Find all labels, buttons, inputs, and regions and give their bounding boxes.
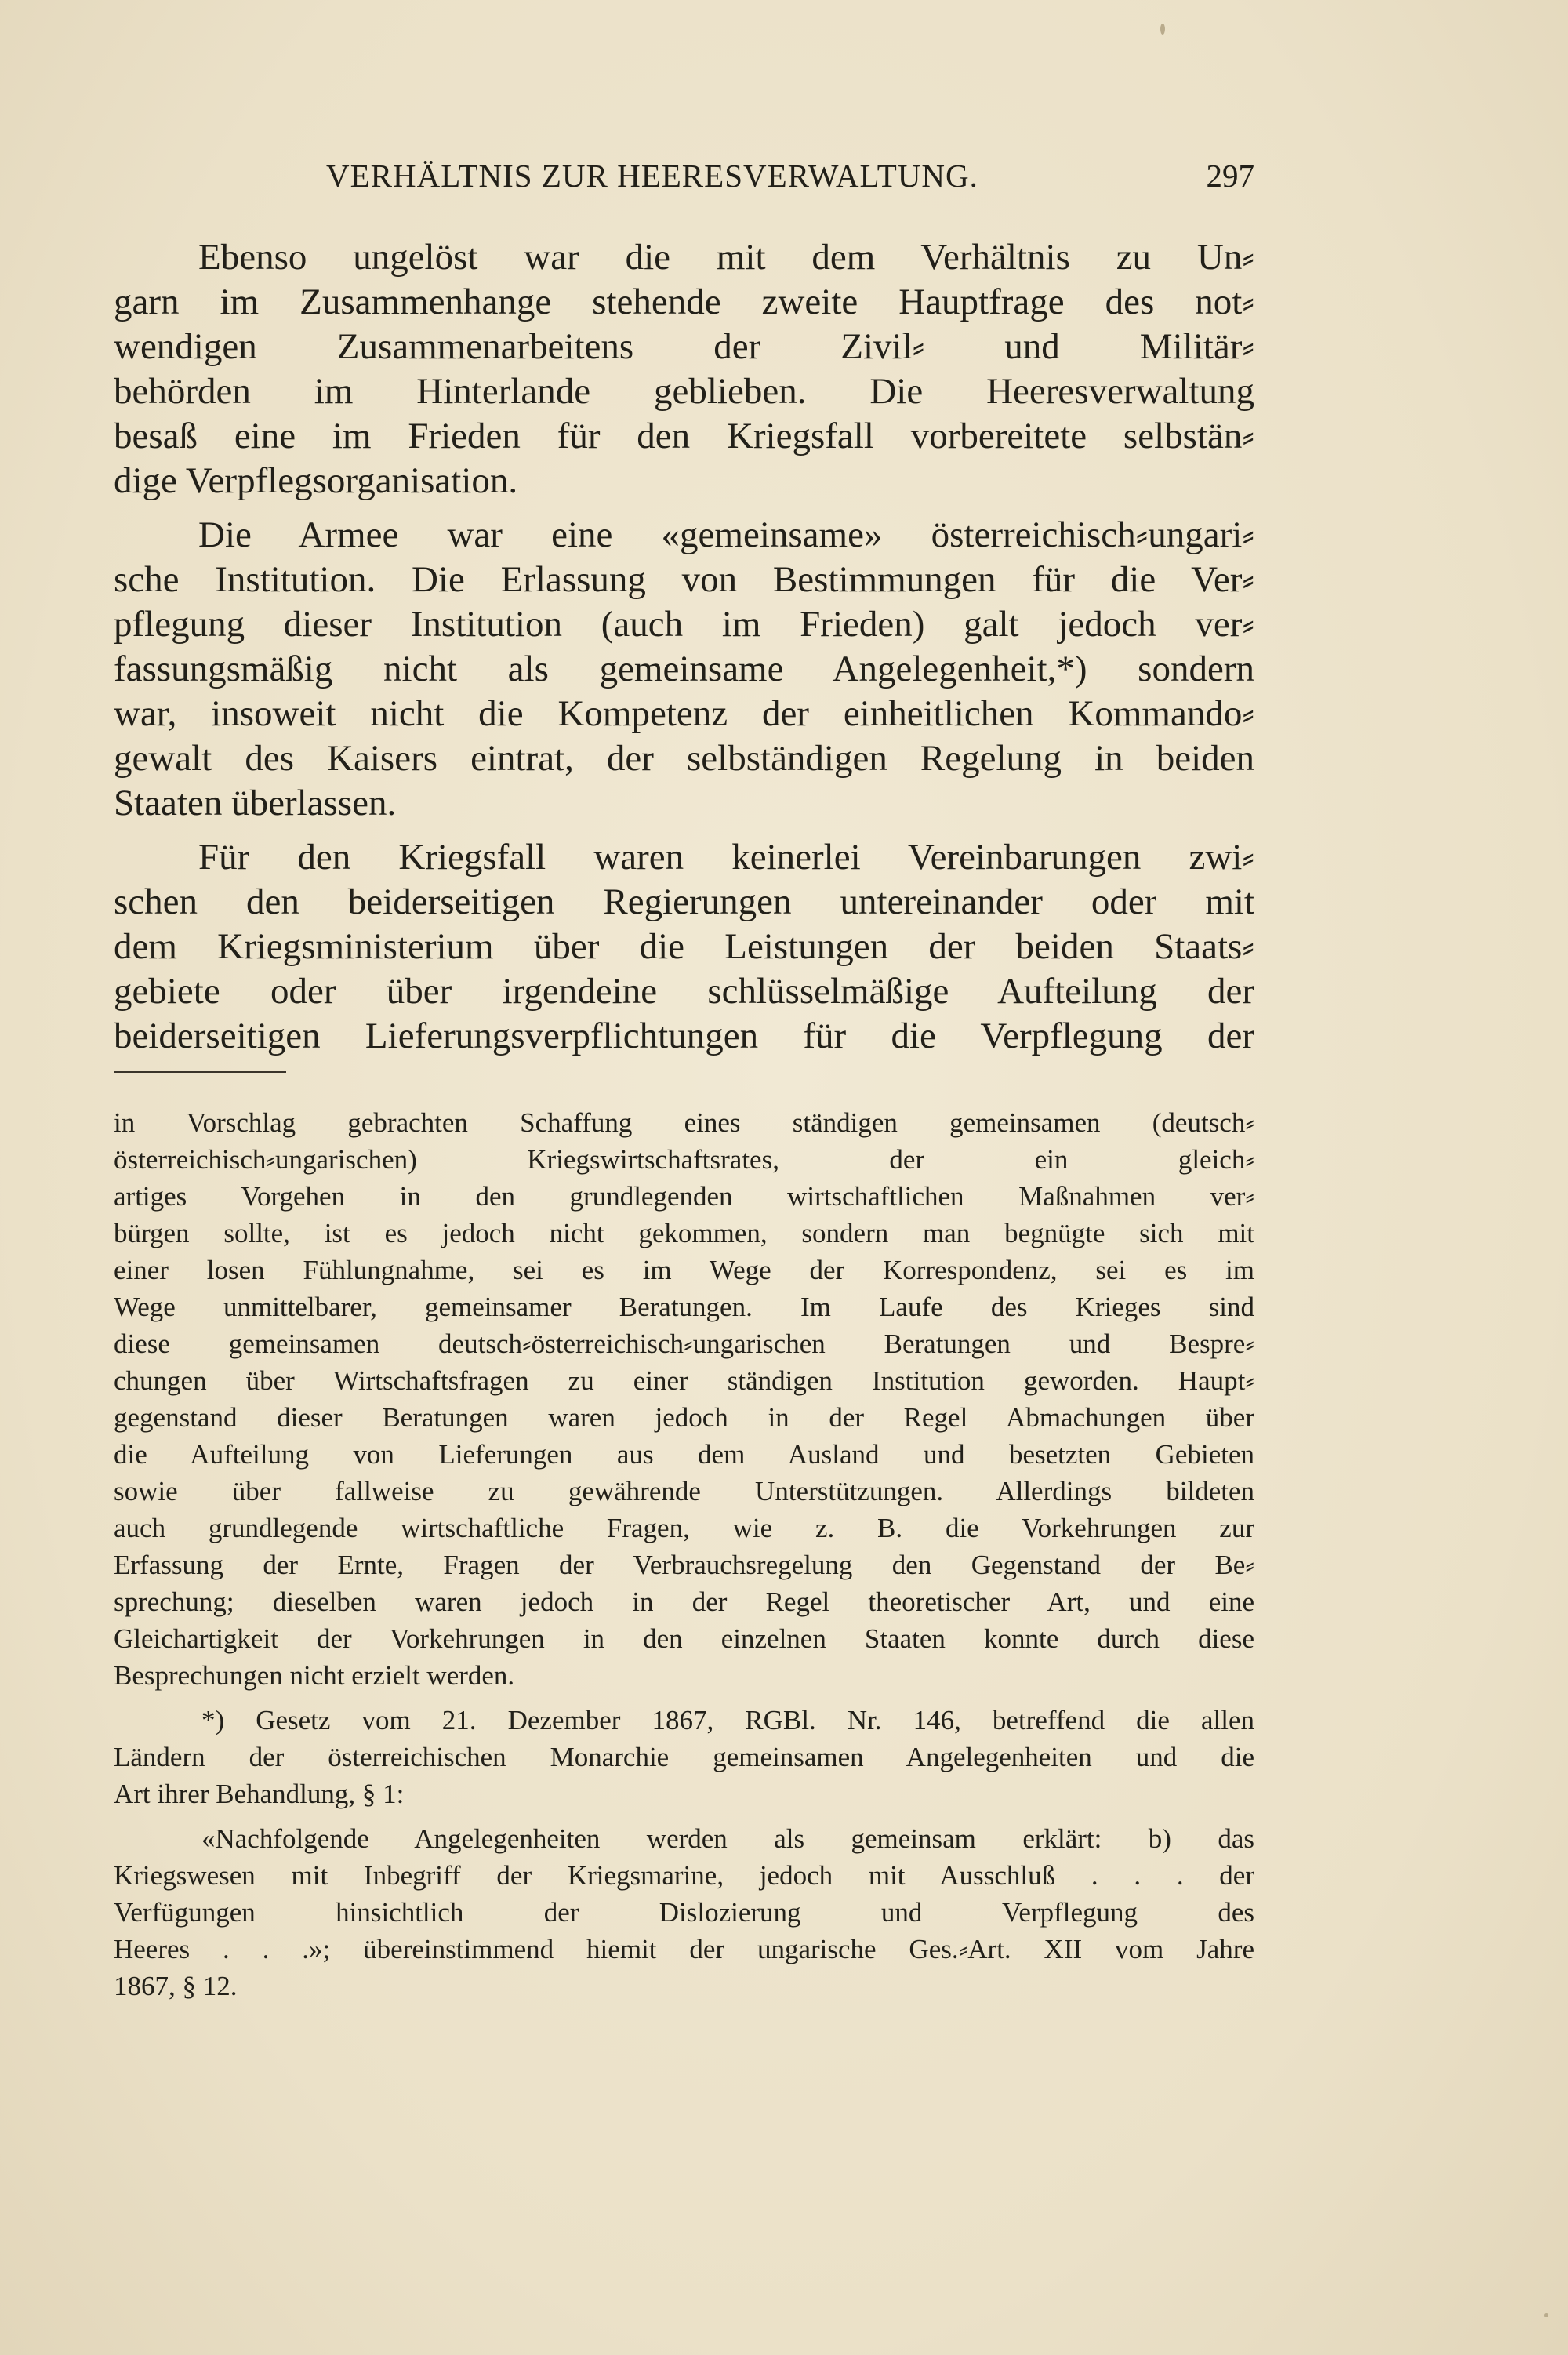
- footnote-line: Gleichartigkeit der Vorkehrungen in den einzelnen Staaten konnte durch diese: [114, 1623, 1254, 1654]
- paper-speck: [1160, 24, 1165, 35]
- text-line: sche Institution. Die Erlassung von Bestimmungen für die Ver⸗: [114, 559, 1254, 600]
- footnote-quote: [114, 1820, 1254, 2004]
- text-line: Staaten überlassen.: [114, 783, 397, 823]
- footnotes: [114, 1104, 1254, 2004]
- text-line: besaß eine im Frieden für den Kriegsfall vorbereitete selbstän⸗: [114, 416, 1254, 456]
- footnote-line: sowie über fallweise zu gewährende Unterstützungen. Allerdings bildeten: [114, 1476, 1254, 1506]
- main-text: [114, 235, 1254, 1059]
- text-line: dige Verpflegsorganisation.: [114, 460, 518, 501]
- footnote-line: chungen über Wirtschaftsfragen zu einer ständigen Institution geworden. Haupt⸗: [114, 1365, 1254, 1396]
- text-line: pflegung dieser Institution (auch im Frieden) galt jedoch ver⸗: [114, 604, 1254, 645]
- footnote-line: Art ihrer Behandlung, § 1:: [114, 1779, 405, 1809]
- text-line: garn im Zusammenhange stehende zweite Hauptfrage des not⸗: [114, 282, 1254, 322]
- footnote-continued: [114, 1104, 1254, 1694]
- text-line: Ebenso ungelöst war die mit dem Verhältnis zu Un⸗: [198, 237, 1254, 278]
- footnote-separator: [114, 1071, 286, 1073]
- footnote-line: «Nachfolgende Angelegenheiten werden als gemeinsam erklärt: b) das: [201, 1823, 1254, 1854]
- text-line: dem Kriegsministerium über die Leistungen der beiden Staats⸗: [114, 926, 1254, 967]
- footnote-line: Verfügungen hinsichtlich der Dislozierung und Verpflegung des: [114, 1897, 1254, 1928]
- footnote-line: diese gemeinsamen deutsch⸗österreichisch⸗ungarischen Beratungen und Bespre⸗: [114, 1328, 1254, 1359]
- running-title: VERHÄLTNIS ZUR HEERESVERWALTUNG.: [326, 158, 978, 194]
- text-line: wendigen Zusammenarbeitens der Zivil⸗ und Militär⸗: [114, 326, 1254, 367]
- text-line: gewalt des Kaisers eintrat, der selbständigen Regelung in beiden: [114, 738, 1254, 779]
- footnote-line: Wege unmittelbarer, gemeinsamer Beratungen. Im Laufe des Krieges sind: [114, 1292, 1254, 1322]
- text-line: Für den Kriegsfall waren keinerlei Vereinbarungen zwi⸗: [198, 837, 1254, 878]
- footnote-line: auch grundlegende wirtschaftliche Fragen, wie z. B. die Vorkehrungen zur: [114, 1513, 1254, 1543]
- text-line: schen den beiderseitigen Regierungen untereinander oder mit: [114, 881, 1254, 922]
- text-line: behörden im Hinterlande geblieben. Die Heeresverwaltung: [114, 371, 1254, 412]
- footnote-line: Heeres . . .»; übereinstimmend hiemit der ungarische Ges.⸗Art. XII vom Jahre: [114, 1934, 1254, 1964]
- footnote-line: 1867, § 12.: [114, 1971, 238, 2001]
- footnote-line: einer losen Fühlungnahme, sei es im Wege der Korrespondenz, sei es im: [114, 1255, 1254, 1285]
- footnote-line: österreichisch⸗ungarischen) Kriegswirtschaftsrates, der ein gleich⸗: [114, 1144, 1254, 1175]
- footnote-line: bürgen sollte, ist es jedoch nicht gekommen, sondern man begnügte sich mit: [114, 1218, 1254, 1248]
- paragraph: [114, 235, 1254, 503]
- footnote-line: Besprechungen nicht erzielt werden.: [114, 1660, 515, 1691]
- page-header: [326, 157, 1254, 212]
- text-line: fassungsmäßig nicht als gemeinsame Angelegenheit,*) sondern: [114, 649, 1254, 689]
- footnote-line: Erfassung der Ernte, Fragen der Verbrauchsregelung den Gegenstand der Be⸗: [114, 1550, 1254, 1580]
- text-line: gebiete oder über irgendeine schlüsselmäßige Aufteilung der: [114, 971, 1254, 1012]
- footnote-line: die Aufteilung von Lieferungen aus dem Ausland und besetzten Gebieten: [114, 1439, 1254, 1470]
- text-line: war, insoweit nicht die Kompetenz der einheitlichen Kommando⸗: [114, 693, 1254, 734]
- footnote-line: Ländern der österreichischen Monarchie gemeinsamen Angelegenheiten und die: [114, 1742, 1254, 1772]
- paragraph: [114, 835, 1254, 1059]
- footnote-line: in Vorschlag gebrachten Schaffung eines ständigen gemeinsamen (deutsch⸗: [114, 1107, 1254, 1138]
- footnote-star: [114, 1702, 1254, 1812]
- text-line: Die Armee war eine «gemeinsame» österreichisch⸗ungari⸗: [198, 514, 1254, 555]
- footnote-line: artiges Vorgehen in den grundlegenden wirtschaftlichen Maßnahmen ver⸗: [114, 1181, 1254, 1212]
- footnote-line: Kriegswesen mit Inbegriff der Kriegsmarine, jedoch mit Ausschluß . . . der: [114, 1860, 1254, 1891]
- text-line: beiderseitigen Lieferungsverpflichtungen für die Verpflegung der: [114, 1016, 1254, 1056]
- paper-speck: [1544, 2313, 1548, 2317]
- footnote-line: *) Gesetz vom 21. Dezember 1867, RGBl. Nr. 146, betreffend die allen: [201, 1705, 1254, 1735]
- footnote-line: sprechung; dieselben waren jedoch in der Regel theoretischer Art, und eine: [114, 1586, 1254, 1617]
- footnote-line: gegenstand dieser Beratungen waren jedoch in der Regel Abmachungen über: [114, 1402, 1254, 1433]
- page-number: 297: [1206, 158, 1254, 194]
- paragraph: [114, 513, 1254, 826]
